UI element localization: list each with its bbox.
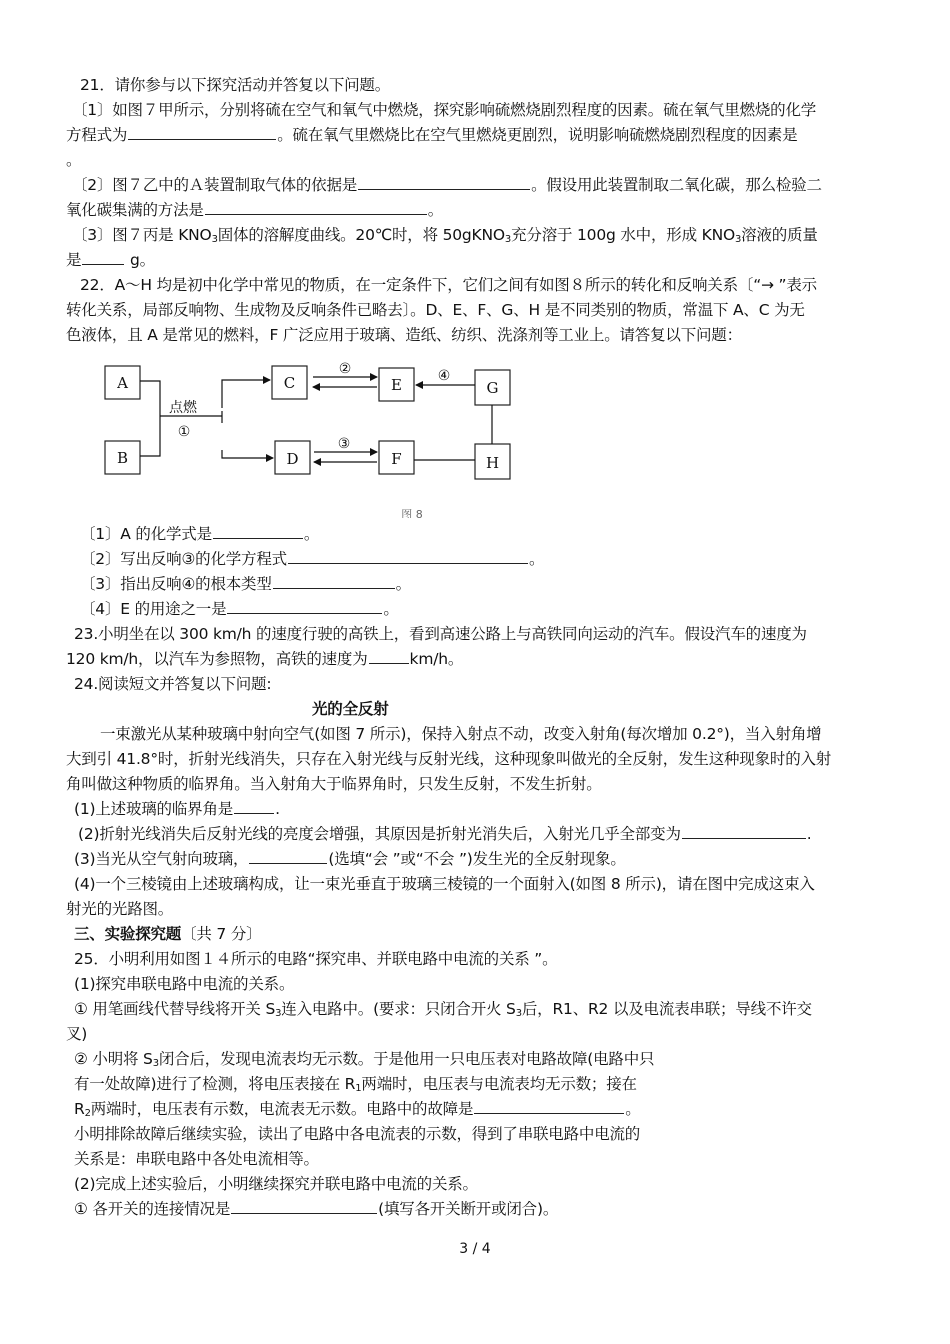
q24-sub2-text: (2)折射光线消失后反射光线的亮度会增强，其原因是折射光消失后，入射光几乎全部变为 [78, 825, 681, 843]
q21-part3-text: 固体的溶解度曲线。20℃时，将 50gKNO [217, 226, 505, 244]
q22-sub1-text: 。 [303, 525, 320, 543]
node-label-h: H [485, 454, 500, 472]
arrow-to-d [222, 450, 273, 458]
subscript: 3 [734, 234, 742, 245]
q21-part3-line2 [66, 248, 155, 272]
q24-passage-line1: 一束激光从某种玻璃中射向空气(如图 7 所示)，保持入射点不动，改变入射角(每次增加 0.2°)，当入射角增 [100, 725, 822, 743]
answer-blank[interactable] [213, 522, 303, 539]
q22-sub1 [80, 522, 319, 546]
q25-step2-text: 闭合后，发现电流表均无示数。于是他用一只电压表对电路故障(电路中只 [158, 1050, 655, 1068]
subscript: 3 [211, 234, 218, 245]
q25-step3-text: (填写各开关断开或闭合)。 [378, 1200, 559, 1218]
answer-blank[interactable] [682, 822, 806, 839]
q21-part3-text: 是 [66, 251, 82, 269]
q25-step2-text: 。 [625, 1100, 641, 1118]
q22-sub2-text: 。 [528, 550, 545, 568]
q22-sub2 [80, 547, 544, 571]
node-label-g: G [486, 379, 499, 397]
reaction-diagram [95, 358, 525, 518]
q21-part3-text: 〔3〕图７丙是 KNO [72, 226, 212, 244]
q25-step2-line5: 关系是：串联电路中各处电流相等。 [74, 1150, 319, 1168]
q21-part1-line2 [66, 123, 797, 147]
q21-part1-text: 。硫在氧气里燃烧比在空气里燃烧更剧烈，说明影响硫燃烧剧烈程度的因素是 [277, 126, 798, 144]
q22-sub3 [80, 572, 411, 596]
q25-step2-text: R [74, 1100, 85, 1118]
q21-part2-text: 〔2〕图７乙中的Ａ装置制取气体的依据是 [72, 176, 358, 194]
node-label-b: B [116, 449, 129, 467]
q21-part2-text: 氧化碳集满的方法是 [66, 201, 204, 219]
subscript: 1 [355, 1083, 362, 1094]
q22-sub4 [80, 597, 399, 621]
page-number: 3 / 4 [459, 1241, 491, 1257]
subscript: 2 [84, 1108, 91, 1119]
q23-line1: 23.小明坐在以 300 km/h 的速度行驶的高铁上，看到高速公路上与高铁同向运动的汽车。假设汽车的速度为 [74, 625, 807, 643]
q24-sub4-line2: 射光的光路图。 [66, 900, 174, 918]
q25-step1-line1 [74, 997, 812, 1026]
answer-blank[interactable] [82, 248, 124, 265]
arrow-to-c [222, 380, 270, 408]
q23-text: 120 km/h，以汽车为参照物，高铁的速度为 [66, 650, 368, 668]
q21-part3-text: 溶液的质量 [741, 226, 818, 244]
q25-step2-text: 两端时，电压表与电流表均无示数；接在 [361, 1075, 637, 1093]
q21-part1-line1: 〔1〕如图７甲所示，分别将硫在空气和氧气中燃烧，探究影响硫燃烧剧烈程度的因素。硫在氧气里燃烧的化学 [72, 101, 817, 119]
q22-sub1-text: 〔1〕A 的化学式是 [80, 525, 212, 543]
connector-ab [140, 381, 160, 456]
q24-sub3-text: (选填“会 ”或“不会 ”)发生光的全反射现象。 [328, 850, 626, 868]
q22-intro-line2: 转化关系，局部反响物、生成物及反响条件已略去〕。D、E、F、G、H 是不同类别的物质，常温下 A、C 为无 [66, 301, 805, 319]
q25-step2-text: ② 小明将 S [74, 1050, 153, 1068]
answer-blank[interactable] [205, 198, 427, 215]
q25-part1-heading: (1)探究串联电路中电流的关系。 [74, 975, 295, 993]
subscript: 3 [275, 1008, 282, 1019]
figure-caption: 图 8 [401, 508, 423, 518]
node-label-f: F [391, 450, 402, 468]
section-points: 〔共 7 分〕 [181, 925, 262, 943]
q24-sub1-text: . [275, 800, 280, 818]
reaction-label-3: ③ [337, 436, 351, 452]
q24-sub1 [74, 797, 280, 821]
q21-part2-line1 [72, 173, 822, 197]
answer-blank[interactable] [369, 647, 409, 664]
answer-blank[interactable] [128, 123, 276, 140]
q21-part2-text: 。假设用此装置制取二氧化碳，那么检验二 [531, 176, 822, 194]
q25-step1-text: ① 用笔画线代替导线将开关 S [74, 1000, 276, 1018]
q25-step1-line2: 叉) [66, 1025, 88, 1043]
condition-label-ignite: 点燃 [169, 400, 197, 416]
answer-blank[interactable] [358, 173, 530, 190]
node-label-c: C [283, 374, 296, 392]
q21-part2-text: 。 [427, 201, 444, 219]
q22-sub3-text: 。 [395, 575, 411, 593]
q25-intro: 25．小明利用如图１４所示的电路“探究串、并联电路中电流的关系 ”。 [74, 950, 558, 968]
section-title: 三、实验探究题 [74, 925, 182, 943]
q24-passage-title: 光的全反射 [312, 700, 389, 718]
q25-step2-text: 有一处故障)进行了检测，将电压表接在 R [74, 1075, 356, 1093]
q21-part3-text: 充分溶于 100g 水中，形成 KNO [511, 226, 735, 244]
q24-sub2 [78, 822, 812, 846]
answer-blank[interactable] [288, 547, 528, 564]
q22-intro-line1: 22．A～H 均是初中化学中常见的物质，在一定条件下，它们之间有如图８所示的转化和反响关系〔“→ ”表示 [80, 276, 817, 294]
q21-part3-text: g。 [125, 251, 155, 269]
answer-blank[interactable] [234, 797, 274, 814]
reaction-label-2: ② [338, 361, 352, 377]
q25-part2-heading: (2)完成上述实验后，小明继续探究并联电路中电流的关系。 [74, 1175, 478, 1193]
node-label-a: A [117, 374, 128, 392]
answer-blank[interactable] [249, 847, 327, 864]
q24-passage-line3: 角叫做这种物质的临界角。当入射角大于临界角时，只发生反射，不发生折射。 [66, 775, 602, 793]
subscript: 3 [515, 1008, 522, 1019]
q21-part1-text: 方程式为 [66, 126, 128, 144]
q25-step3-text: ① 各开关的连接情况是 [74, 1200, 231, 1218]
q22-sub4-text: 〔4〕E 的用途之一是 [80, 600, 227, 618]
q21-part3-line1 [72, 223, 818, 252]
q23-line2 [66, 647, 463, 671]
q21-intro: 21．请你参与以下探究活动并答复以下问题。 [80, 76, 391, 94]
q22-sub4-text: 。 [383, 600, 399, 618]
subscript: 3 [504, 234, 512, 245]
q24-sub3 [74, 847, 626, 871]
q22-intro-line3: 色液体，且 A 是常见的燃料，F 广泛应用于玻璃、造纸、纺织、洗涤剂等工业上。请答复以下问题： [66, 326, 742, 344]
q24-sub3-text: (3)当光从空气射向玻璃， [74, 850, 249, 868]
q22-sub2-text: 〔2〕写出反响③的化学方程式 [80, 550, 287, 568]
q24-sub1-text: (1)上述玻璃的临界角是 [74, 800, 234, 818]
reaction-label-4: ④ [437, 368, 451, 384]
q24-sub4-line1: (4)一个三棱镜由上述玻璃构成，让一束光垂直于玻璃三棱镜的一个面射入(如图 8 所示)，请在图中完成这束入 [74, 875, 815, 893]
q25-step2-line4: 小明排除故障后继续实验，读出了电路中各电流表的示数，得到了串联电路中电流的 [74, 1125, 641, 1143]
reaction-label-1: ① [177, 424, 191, 440]
q24-passage-line2: 大到引 41.8°时，折射光线消失，只存在入射光线与反射光线，这种现象叫做光的全反射，发生这种现象时的入射 [66, 750, 832, 768]
section-heading [74, 922, 261, 946]
answer-blank[interactable] [474, 1097, 624, 1114]
q25-step2-text: 两端时，电压表有示数，电流表无示数。电路中的故障是 [90, 1100, 474, 1118]
q24-intro: 24.阅读短文并答复以下问题: [74, 675, 272, 693]
q24-sub2-text: . [806, 825, 812, 843]
q21-part1-line3: 。 [66, 151, 82, 169]
answer-blank[interactable] [231, 1197, 377, 1214]
q25-step1-text: 后，R1、R2 以及电流表串联；导线不许交 [521, 1000, 812, 1018]
node-label-d: D [286, 450, 299, 468]
subscript: 3 [152, 1058, 159, 1069]
q25-step3 [74, 1197, 558, 1221]
q22-sub3-text: 〔3〕指出反响④的根本类型 [80, 575, 272, 593]
q25-step1-text: 连入电路中。(要求：只闭合开火 S [281, 1000, 516, 1018]
node-label-e: E [391, 376, 402, 394]
q23-text: km/h。 [409, 650, 464, 668]
answer-blank[interactable] [227, 597, 382, 614]
answer-blank[interactable] [273, 572, 395, 589]
q21-part2-line2 [66, 198, 443, 222]
